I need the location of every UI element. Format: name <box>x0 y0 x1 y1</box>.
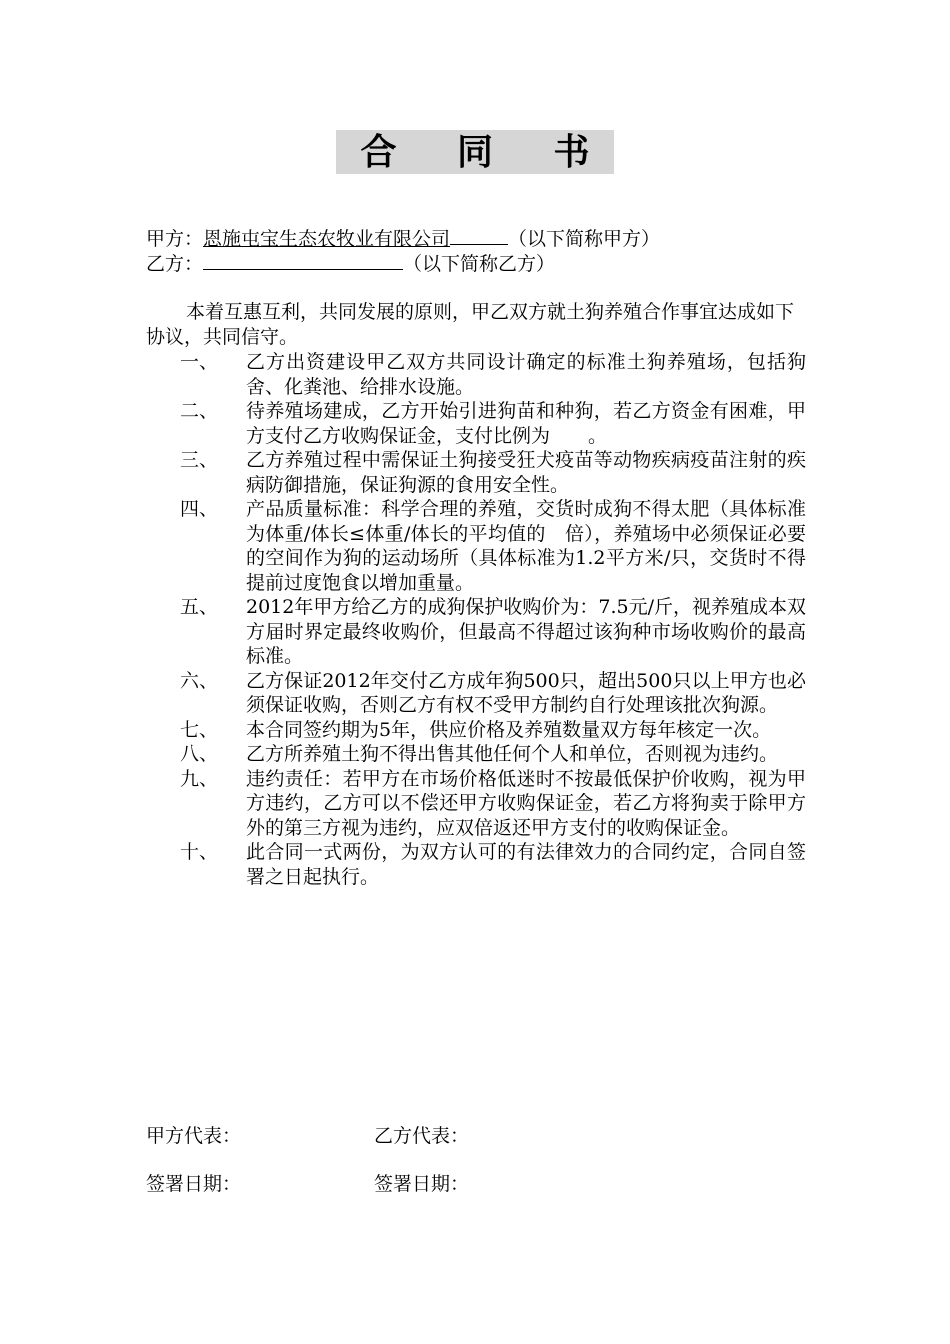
clause-number: 十、 <box>180 841 219 863</box>
party-b-blank <box>203 251 403 270</box>
clause-number: 五、 <box>180 596 219 618</box>
party-a-blank <box>450 226 508 245</box>
title-text: 合 同 书 <box>336 130 613 174</box>
intro-text: 本着互惠互利，共同发展的原则，甲乙双方就土狗养殖合作事宜达成如下协议，共同信守。 <box>146 301 795 348</box>
clause-text: 此合同一式两份，为双方认可的有法律效力的合同约定，合同自签署之日起执行。 <box>246 841 806 888</box>
party-b-sign-date: 签署日期： <box>374 1173 470 1195</box>
party-a-line <box>146 226 660 251</box>
party-a-name: 恩施屯宝生态农牧业有限公司 <box>203 228 451 250</box>
clause-text: 乙方出资建设甲乙双方共同设计确定的标准土狗养殖场，包括狗舍、化粪池、给排水设施。 <box>246 351 806 398</box>
party-b-label: 乙方： <box>146 253 204 275</box>
clause-item <box>146 718 816 743</box>
clause-item <box>146 350 816 399</box>
clause-list <box>146 350 816 889</box>
clause-item <box>146 399 816 448</box>
clause-number: 三、 <box>180 449 219 471</box>
clause-text: 2012年甲方给乙方的成狗保护收购价为：7.5元/斤，视养殖成本双方届时界定最终收购价，但最高不得超过该狗种市场收购价的最高标准。 <box>246 596 806 667</box>
clause-number: 八、 <box>180 743 219 765</box>
clause-item <box>146 448 816 497</box>
party-b-representative: 乙方代表： <box>374 1125 470 1147</box>
clause-text: 产品质量标准：科学合理的养殖，交货时成狗不得太肥（具体标准为体重/体长≤体重/体长的平均值的 倍），养殖场中必须保证必要的空间作为狗的运动场所（具体标准为1.2平方米/只，交货时不得提前过度饱食以增加重量。 <box>246 498 806 594</box>
clause-item <box>146 840 816 889</box>
clause-text: 乙方保证2012年交付乙方成年狗500只，超出500只以上甲方也必须保证收购，否则乙方有权不受甲方制约自行处理该批次狗源。 <box>246 669 806 716</box>
clause-number: 六、 <box>180 669 219 692</box>
clause-item <box>146 742 816 767</box>
clause-item <box>146 669 816 718</box>
party-a-representative: 甲方代表： <box>146 1125 242 1147</box>
clause-number: 四、 <box>180 498 219 520</box>
clause-text: 乙方所养殖土狗不得出售其他任何个人和单位，否则视为违约。 <box>246 743 779 765</box>
intro-paragraph <box>146 300 806 350</box>
clause-text: 乙方养殖过程中需保证土狗接受狂犬疫苗等动物疾病疫苗注射的疾病防御措施，保证狗源的食用安全性。 <box>246 449 806 496</box>
clause-number: 一、 <box>180 351 219 373</box>
party-a-label: 甲方： <box>146 228 204 250</box>
clause-number: 二、 <box>180 400 219 422</box>
clause-number: 七、 <box>180 718 219 741</box>
party-b-suffix: （以下简称乙方） <box>403 253 556 275</box>
document-title <box>0 130 950 174</box>
party-a-sign-date: 签署日期： <box>146 1173 242 1195</box>
clause-text: 本合同签约期为5年，供应价格及养殖数量双方每年核定一次。 <box>246 718 772 741</box>
party-b-line <box>146 251 555 276</box>
clause-item <box>146 497 816 595</box>
clause-number: 九、 <box>180 767 219 790</box>
clause-text: 待养殖场建成，乙方开始引进狗苗和种狗，若乙方资金有困难，甲方支付乙方收购保证金，支付比例为 。 <box>246 400 806 447</box>
party-a-suffix: （以下简称甲方） <box>508 228 661 250</box>
clause-text: 违约责任：若甲方在市场价格低迷时不按最低保护价收购，视为甲方违约，乙方可以不偿还甲方收购保证金，若乙方将狗卖于除甲方外的第三方视为违约，应双倍返还甲方支付的收购保证金。 <box>246 767 806 839</box>
clause-item <box>146 595 816 669</box>
clause-item <box>146 767 816 841</box>
